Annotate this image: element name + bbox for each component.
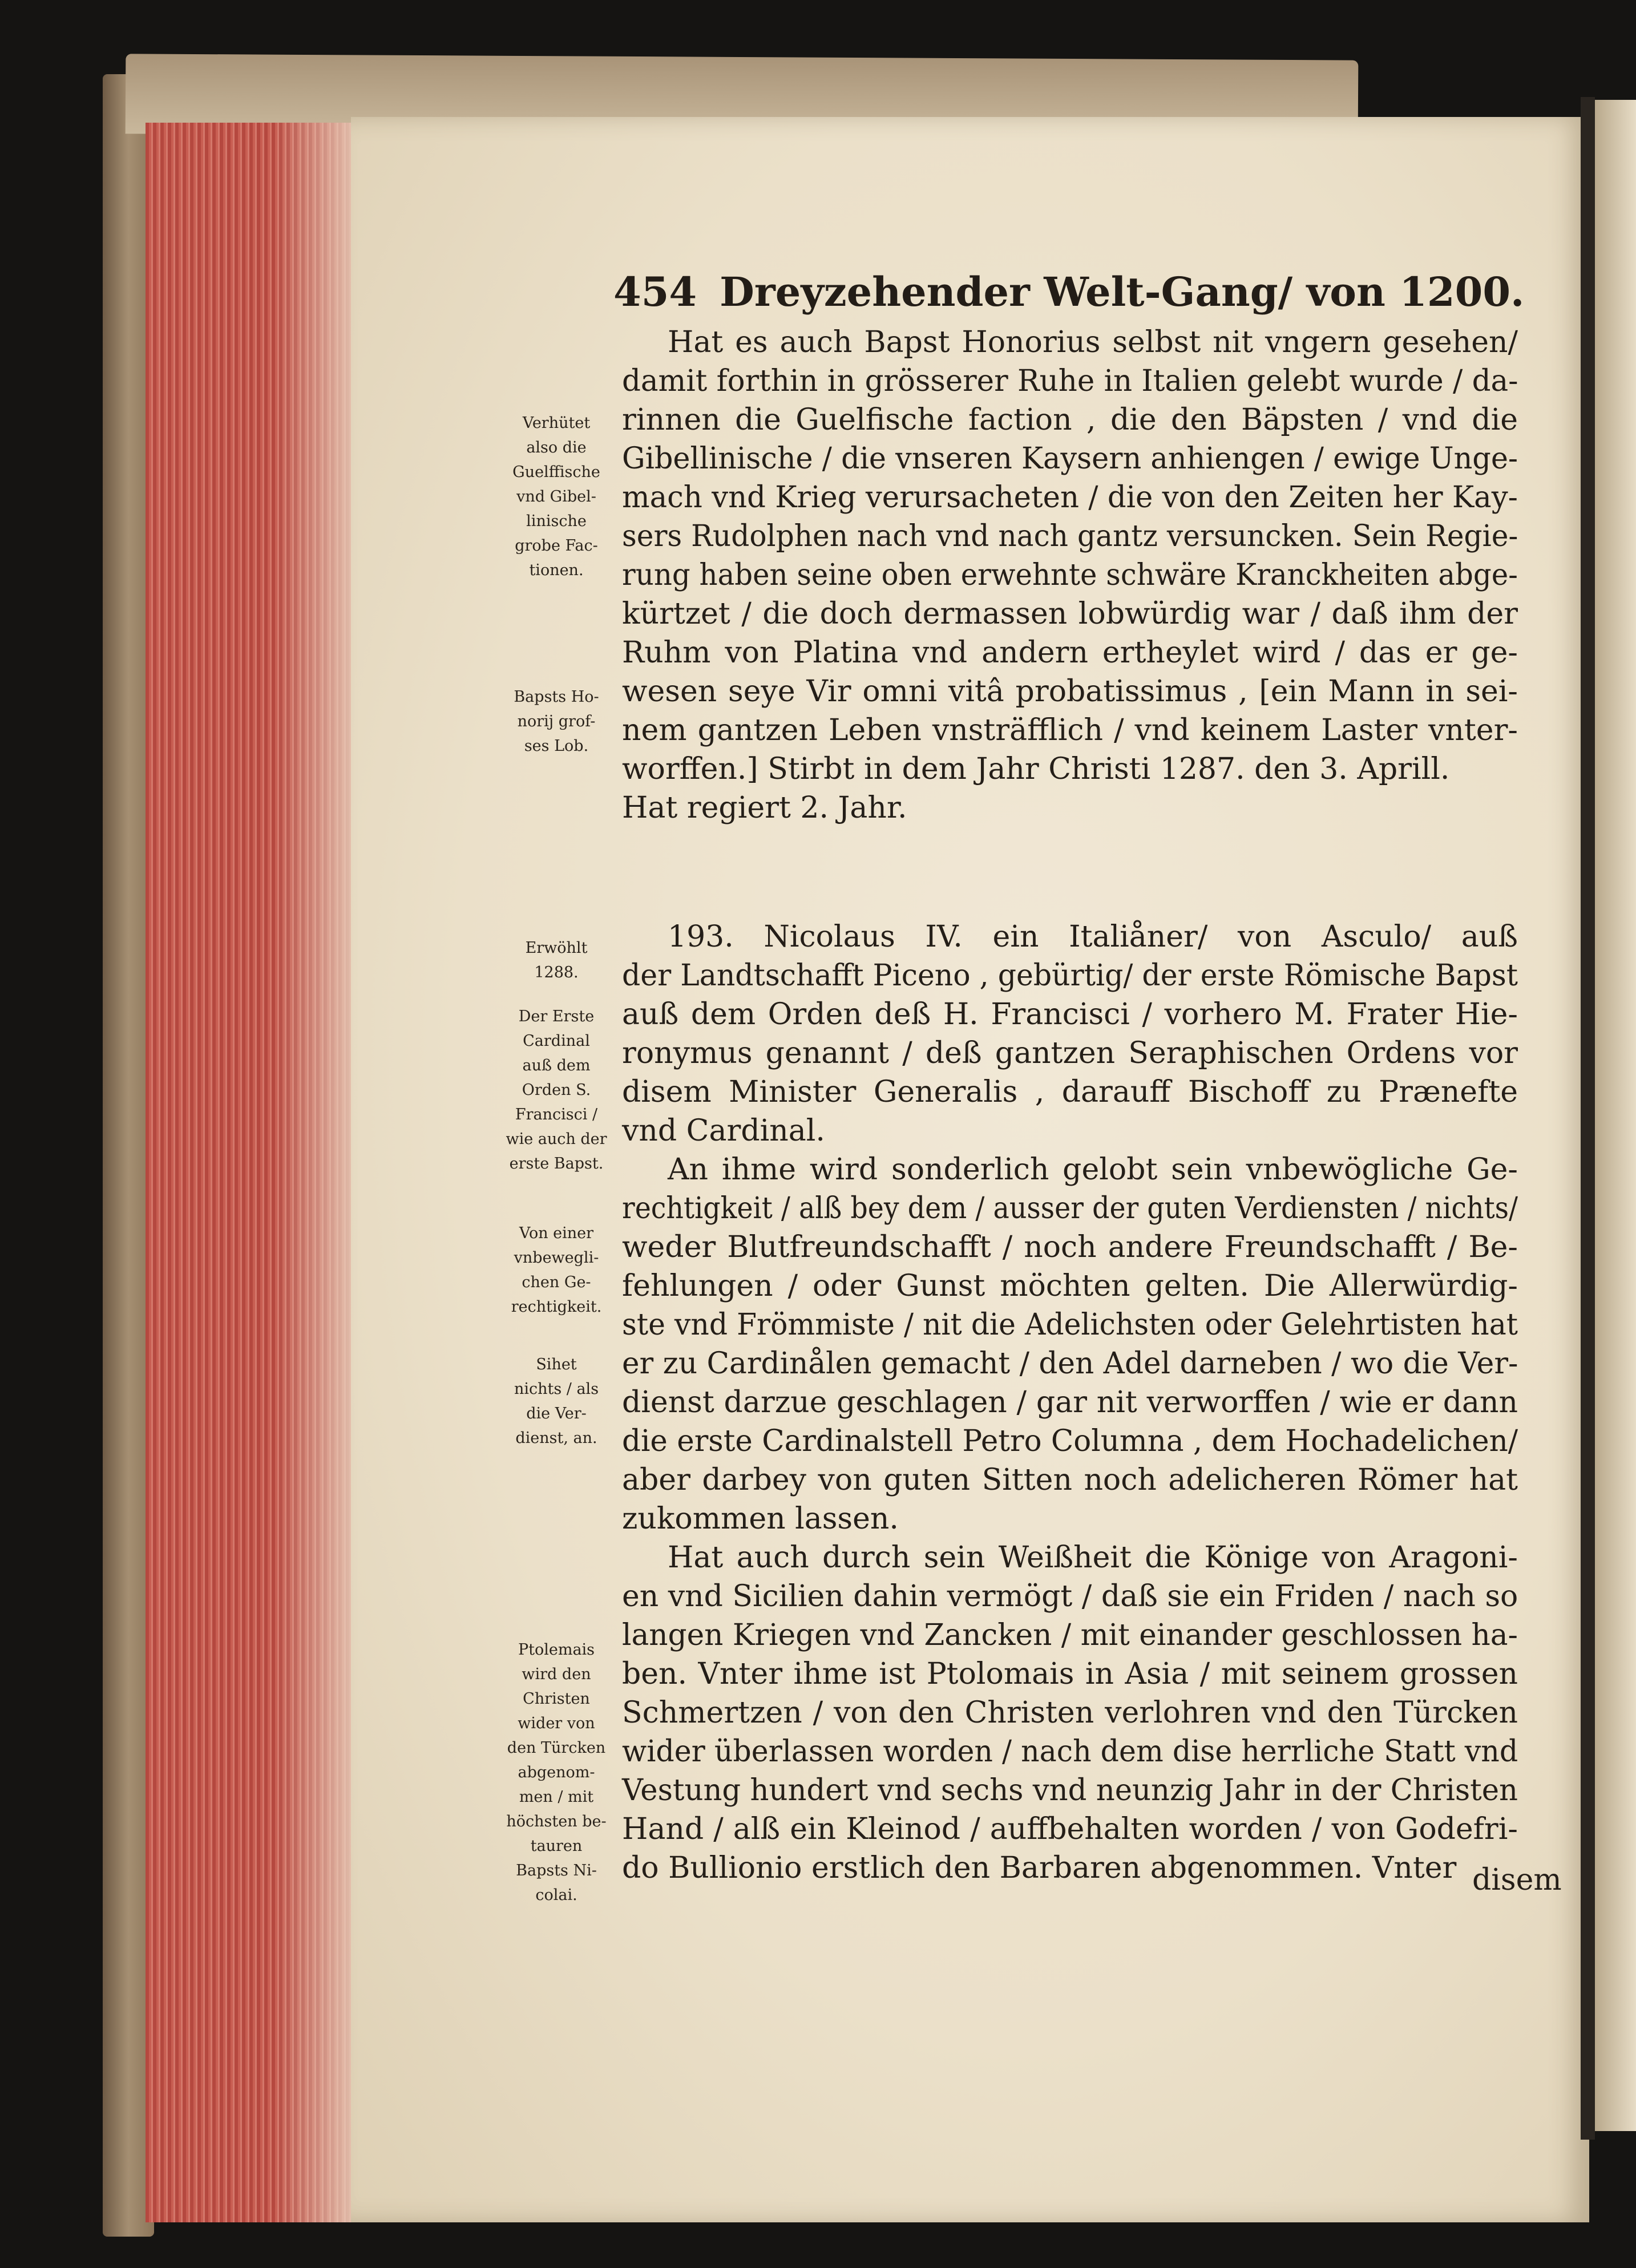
text-line: disem Minister Generalis , darauff Bischoff zu Prænefte	[622, 1075, 1518, 1109]
text-line: Hat regiert 2. Jahr.	[622, 791, 907, 825]
margin-note-line: Guelffische	[512, 463, 600, 481]
margin-note-line: Christen	[523, 1690, 590, 1708]
margin-note-line: linische	[526, 512, 587, 530]
margin-note-line: wider von	[518, 1715, 595, 1732]
text-line: Gibellinische / die vnseren Kaysern anhiengen / ewige Unge-	[622, 442, 1518, 476]
margin-note-line: Sihet	[536, 1356, 577, 1373]
text-line: ste vnd Frömmiste / nit die Adelichsten oder Gelehrtisten hat	[622, 1308, 1518, 1342]
text-line: fehlungen / oder Gunst möchten gelten. Die Allerwürdig-	[622, 1269, 1518, 1303]
margin-note-line: tionen.	[529, 561, 584, 579]
margin-note-line: den Türcken	[507, 1739, 606, 1757]
margin-note	[496, 936, 616, 985]
margin-note-line: rechtigkeit.	[511, 1298, 602, 1316]
margin-note	[496, 411, 616, 583]
margin-note-line: grobe Fac-	[515, 537, 598, 555]
margin-note-line: colai.	[535, 1886, 577, 1904]
text-line: wesen seye Vir omni vitâ probatissimus , [ein Mann in sei-	[622, 674, 1518, 709]
margin-note-line: Verhütet	[522, 414, 591, 432]
text-line: wider überlassen worden / nach dem dise herrliche Statt vnd	[622, 1735, 1518, 1769]
text-line: er zu Cardinålen gemacht / den Adel darneben / wo die Ver-	[622, 1347, 1518, 1381]
text-line: Schmertzen / von den Christen verlohren vnd den Türcken	[622, 1696, 1518, 1730]
text-line: Vestung hundert vnd sechs vnd neunzig Jahr in der Christen	[622, 1773, 1518, 1808]
text-line: do Bullionio erstlich den Barbaren abgenommen. Vnter	[622, 1851, 1457, 1885]
page-number: 454	[613, 268, 697, 316]
page-edge-shading	[274, 123, 357, 2222]
margin-note-line: also die	[526, 439, 587, 456]
text-line: auß dem Orden deß H. Francisci / vorhero M. Frater Hie-	[622, 997, 1518, 1032]
margin-note-line: ses Lob.	[524, 737, 589, 755]
margin-note-line: abgenom-	[518, 1764, 595, 1781]
margin-note-line: höchsten be-	[506, 1813, 607, 1830]
margin-note-line: Der Erste	[518, 1008, 595, 1025]
margin-note-line: erste Bapst.	[509, 1155, 604, 1173]
margin-note	[496, 1352, 616, 1450]
margin-note	[496, 685, 616, 758]
margin-note-line: Francisci /	[515, 1106, 598, 1123]
margin-note-line: chen Ge-	[522, 1274, 591, 1291]
text-line: der Landtschafft Piceno , gebürtig/ der erste Römische Bapst	[622, 959, 1518, 993]
text-line: ronymus genannt / deß gantzen Seraphischen Ordens vor	[622, 1036, 1518, 1070]
margin-note-line: Bapsts Ni-	[516, 1862, 597, 1879]
text-line: aber darbey von guten Sitten noch adelicheren Römer hat	[622, 1463, 1518, 1497]
margin-note	[496, 1004, 616, 1176]
text-line: dienst darzue geschlagen / gar nit verworffen / wie er dann	[622, 1385, 1518, 1420]
facing-page	[1595, 100, 1636, 2131]
text-line: rechtigkeit / alß bey dem / ausser der guten Verdiensten / nichts/	[622, 1191, 1518, 1226]
text-line: 193. Nicolaus IV. ein Italiåner/ von Asculo/ auß	[668, 920, 1518, 954]
margin-note-line: tauren	[530, 1837, 583, 1855]
margin-note	[496, 1638, 616, 1907]
book-gutter	[1581, 97, 1595, 2140]
margin-note-line: vnd Gibel-	[516, 488, 596, 506]
text-line: die erste Cardinalstell Petro Columna , dem Hochadelichen/	[622, 1424, 1518, 1458]
margin-note-line: die Ver-	[526, 1405, 587, 1422]
paragraph-nicolaus-iv	[622, 917, 1518, 1887]
running-title: Dreyzehender Welt-Gang/ von 1200.	[720, 268, 1525, 316]
margin-note-line: auß dem	[522, 1057, 591, 1074]
text-line: vnd Cardinal.	[622, 1114, 825, 1148]
margin-note-line: nichts / als	[514, 1380, 599, 1398]
margin-note-line: Erwöhlt	[525, 939, 588, 957]
text-line: sers Rudolphen nach vnd nach gantz versuncken. Sein Regie-	[622, 519, 1518, 553]
margin-note-line: Von einer	[519, 1224, 594, 1242]
margin-note-line: Ptolemais	[518, 1641, 595, 1659]
margin-note-line: wie auch der	[506, 1130, 607, 1148]
margin-note-line: Cardinal	[523, 1032, 590, 1050]
text-line: zukommen lassen.	[622, 1502, 899, 1536]
running-header	[613, 268, 1524, 316]
text-line: damit forthin in grösserer Ruhe in Italien gelebt wurde / da-	[622, 364, 1518, 398]
text-line: An ihme wird sonderlich gelobt sein vnbewögliche Ge-	[668, 1153, 1518, 1187]
margin-note-line: wird den	[522, 1665, 591, 1683]
text-line: ben. Vnter ihme ist Ptolomais in Asia / mit seinem grossen	[622, 1657, 1518, 1691]
margin-note	[496, 1221, 616, 1319]
text-line: rinnen die Guelfische faction , die den Bäpsten / vnd die	[622, 403, 1518, 437]
paragraph-honorius	[622, 323, 1518, 827]
text-line: Hat es auch Bapst Honorius selbst nit vngern gesehen/	[668, 325, 1518, 359]
margin-note-line: Bapsts Ho-	[514, 688, 599, 706]
text-line: mach vnd Krieg verursacheten / die von den Zeiten her Kay-	[622, 480, 1518, 515]
margin-note-line: norij grof-	[517, 713, 596, 730]
margin-note-line: vnbewegli-	[514, 1249, 599, 1267]
margin-note-line: 1288.	[534, 964, 579, 981]
text-line: langen Kriegen vnd Zancken / mit einander geschlossen ha-	[622, 1618, 1518, 1652]
text-line: worffen.] Stirbt in dem Jahr Christi 1287. den 3. Aprill.	[622, 752, 1450, 786]
text-line: kürtzet / die doch dermassen lobwürdig war / daß ihm der	[622, 597, 1518, 631]
text-line: en vnd Sicilien dahin vermögt / daß sie ein Friden / nach so	[622, 1579, 1518, 1614]
text-line: nem gantzen Leben vnsträfflich / vnd keinem Laster vnter-	[622, 713, 1518, 747]
catchword: disem	[1472, 1863, 1562, 1897]
margin-note-line: Orden S.	[522, 1081, 591, 1099]
text-line: rung haben seine oben erwehnte schwäre Kranckheiten abge-	[622, 558, 1518, 592]
margin-note-line: dienst, an.	[515, 1429, 597, 1447]
text-line: Hand / alß ein Kleinod / auffbehalten worden / von Godefri-	[622, 1812, 1518, 1846]
text-line: weder Blutfreundschafft / noch andere Freundschafft / Be-	[622, 1230, 1518, 1264]
text-line: Ruhm von Platina vnd andern ertheylet wird / das er ge-	[622, 636, 1518, 670]
text-line: Hat auch durch sein Weißheit die Könige von Aragoni-	[668, 1541, 1518, 1575]
margin-note-line: men / mit	[519, 1788, 594, 1806]
